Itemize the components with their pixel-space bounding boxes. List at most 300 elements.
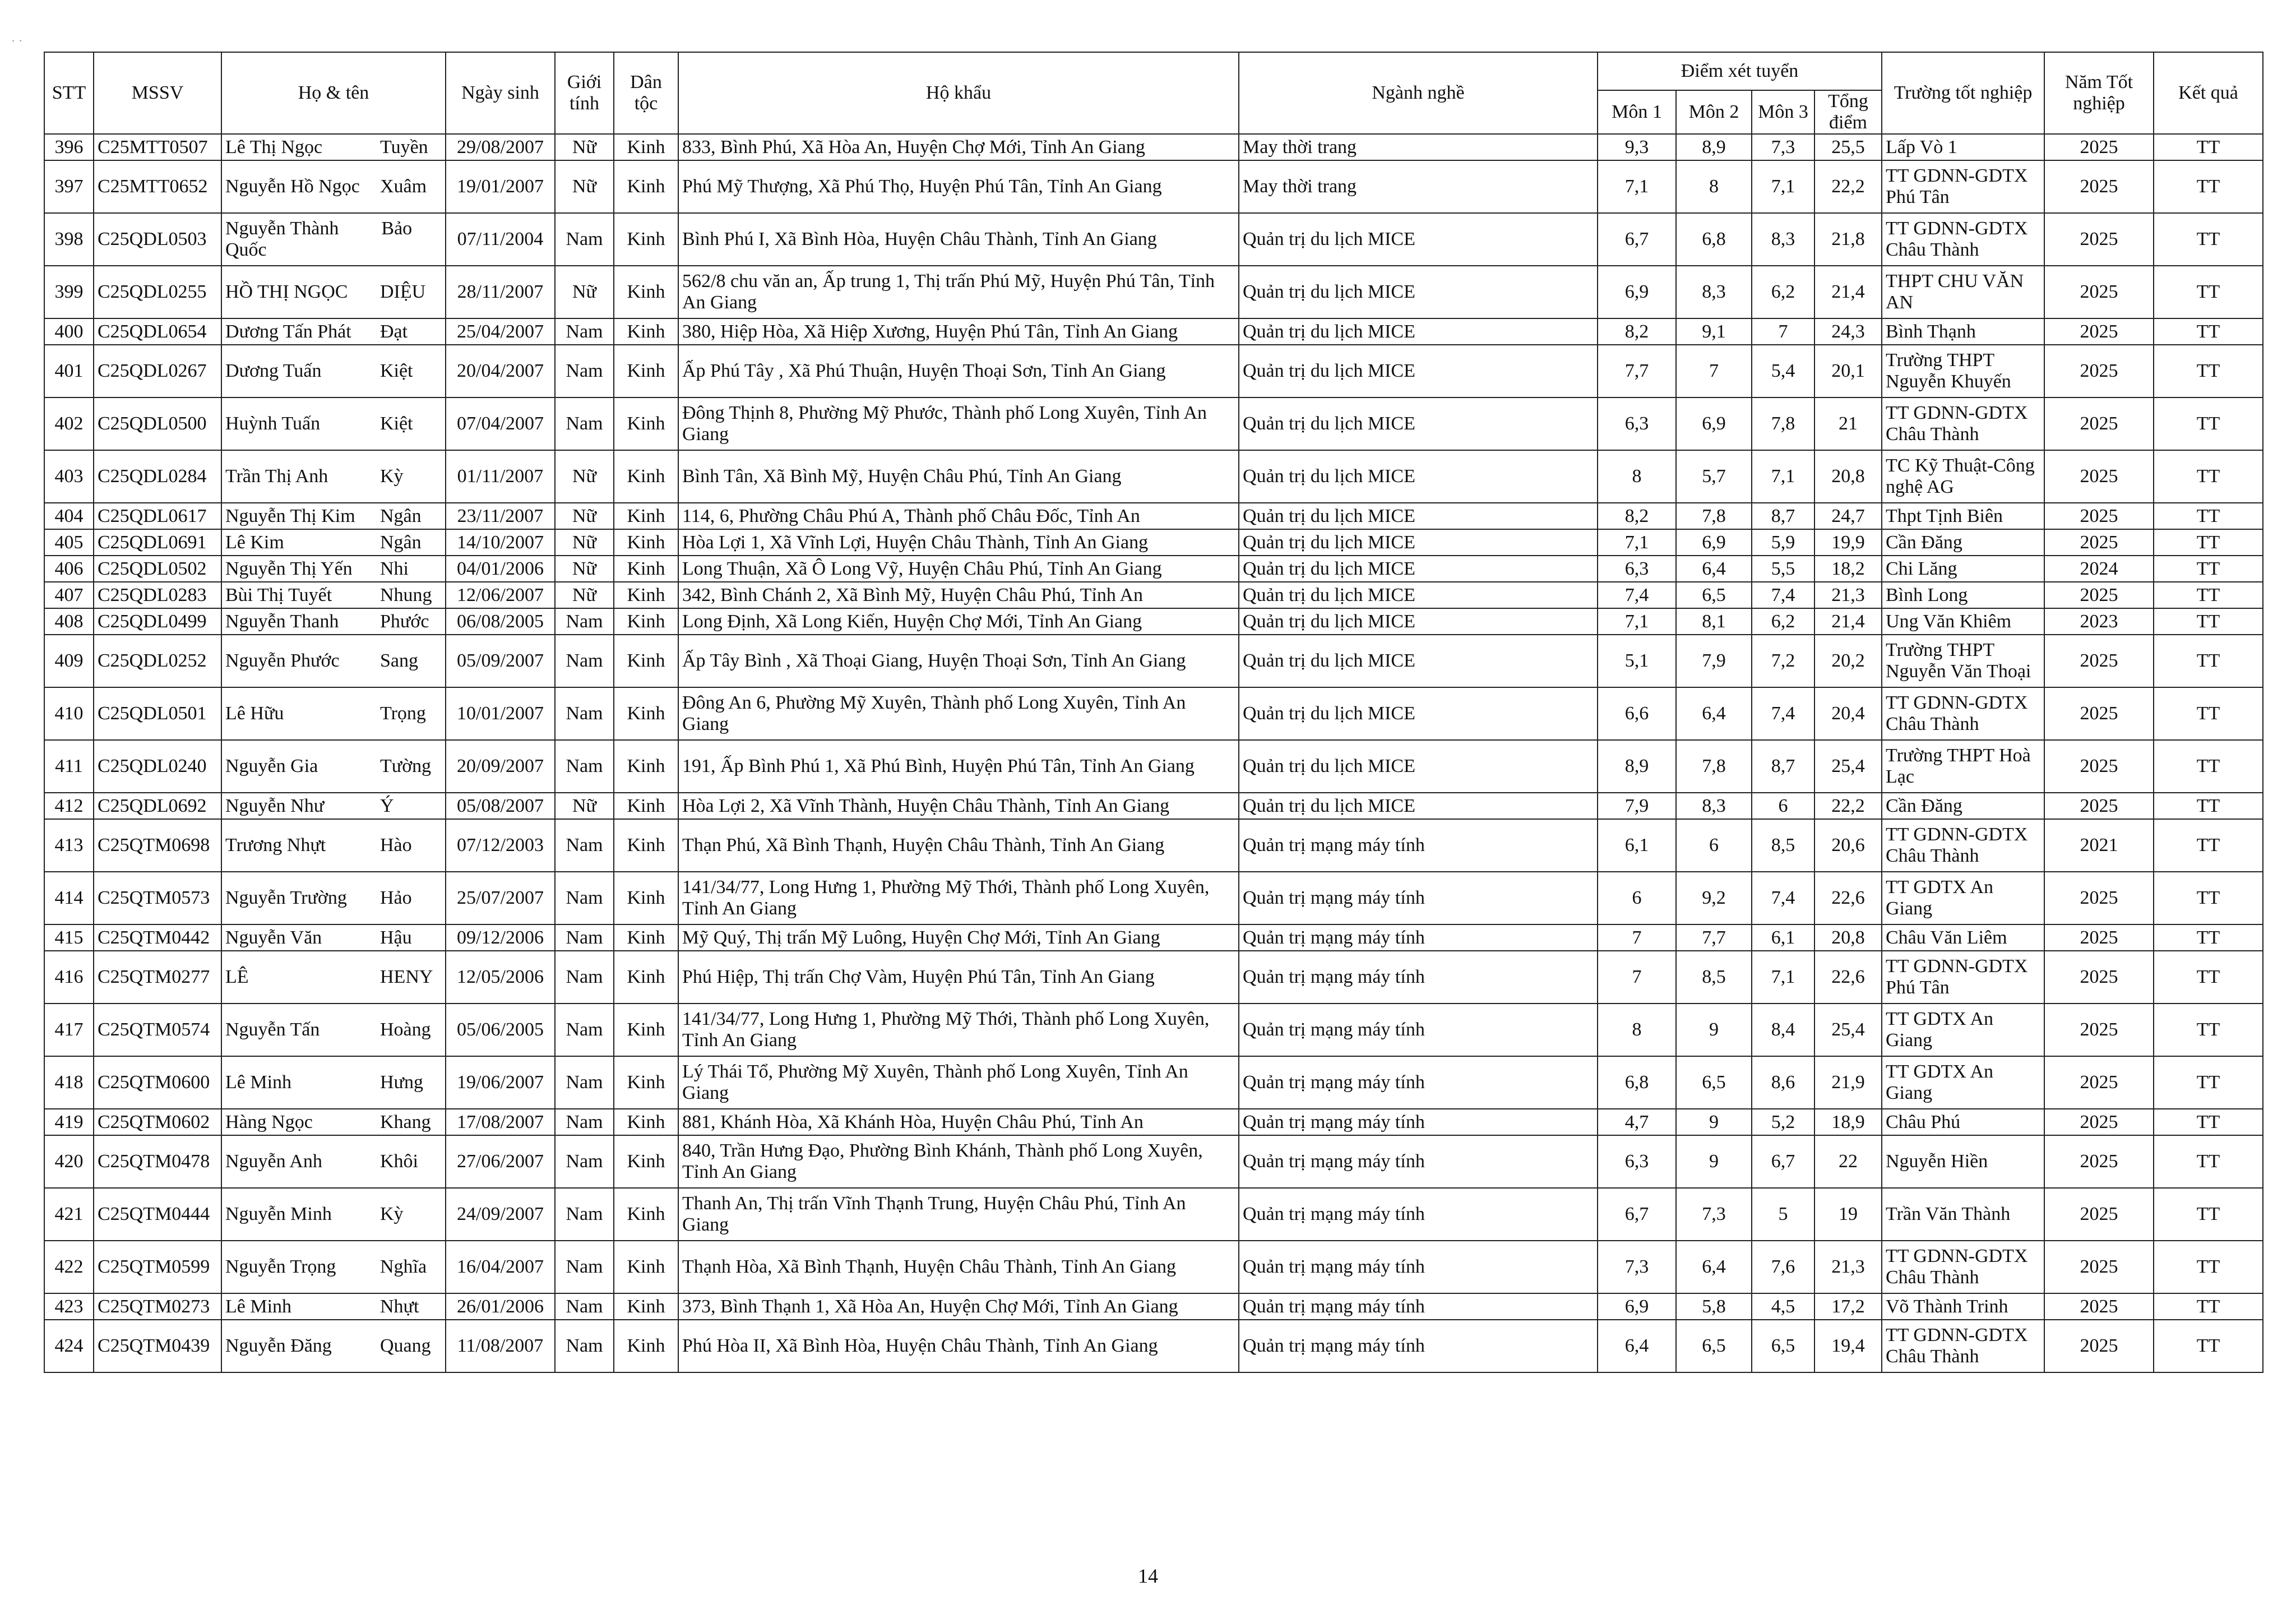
given-name-text: Kiệt [380,360,413,382]
mssv-cell: C25QTM0574 [94,1004,221,1056]
score-mon1-cell: 6,9 [1598,266,1676,318]
given-name-text: Kỳ [380,1204,404,1225]
total-score-cell: 21,3 [1814,1241,1882,1293]
table-row [44,345,2263,397]
score-mon1-cell: 7,4 [1598,582,1676,608]
major-cell: Quản trị du lịch MICE [1239,503,1598,529]
stt-cell: 421 [44,1188,94,1241]
result-cell: TT [2154,266,2263,318]
mssv-cell: C25QDL0283 [94,582,221,608]
mssv-cell: C25QTM0439 [94,1320,221,1372]
total-score-cell: 20,6 [1814,819,1882,872]
grad-year-cell: 2025 [2044,1293,2154,1320]
score-mon2-cell: 6,4 [1676,1241,1752,1293]
score-mon3-cell: 6,2 [1752,608,1814,635]
major-cell: Quản trị du lịch MICE [1239,556,1598,582]
score-mon3-cell: 7,4 [1752,582,1814,608]
result-cell: TT [2154,1320,2263,1372]
grad-year-cell: 2023 [2044,608,2154,635]
address-cell: 833, Bình Phú, Xã Hòa An, Huyện Chợ Mới, Tỉnh An Giang [678,134,1239,160]
score-mon3-cell: 8,4 [1752,1004,1814,1056]
school-cell: Trường THPT Hoà Lạc [1882,740,2044,793]
score-mon3-cell: 7 [1752,318,1814,345]
name-cell [221,134,446,160]
name-cell [221,1109,446,1135]
given-name-text: Tuyền [380,136,428,158]
major-cell: Quản trị mạng máy tính [1239,872,1598,924]
score-mon3-cell: 7,4 [1752,872,1814,924]
grad-year-cell: 2024 [2044,556,2154,582]
table-row [44,529,2263,556]
table-row [44,1320,2263,1372]
birthdate-cell: 04/01/2006 [446,556,555,582]
school-cell: Châu Văn Liêm [1882,924,2044,951]
ethnicity-cell: Kinh [614,582,678,608]
school-cell: Cần Đăng [1882,793,2044,819]
ethnicity-cell: Kinh [614,266,678,318]
table-row [44,1135,2263,1188]
major-cell: Quản trị mạng máy tính [1239,1056,1598,1109]
score-mon3-cell: 5 [1752,1188,1814,1241]
score-mon2-cell: 9 [1676,1004,1752,1056]
ethnicity-cell: Kinh [614,872,678,924]
surname-text: Hàng Ngọc [225,1111,313,1132]
name-cell [221,1056,446,1109]
result-cell: TT [2154,1293,2263,1320]
major-cell: May thời trang [1239,134,1598,160]
table-row [44,160,2263,213]
score-mon1-cell: 7,7 [1598,345,1676,397]
result-cell: TT [2154,582,2263,608]
surname-text: Lê Hữu [225,703,284,724]
gender-cell: Nam [555,1004,614,1056]
grad-year-cell: 2025 [2044,450,2154,503]
score-mon3-cell: 7,1 [1752,450,1814,503]
school-cell: TT GDNN-GDTX Phú Tân [1882,160,2044,213]
birthdate-cell: 10/01/2007 [446,687,555,740]
major-cell: Quản trị du lịch MICE [1239,687,1598,740]
given-name-text: Hào [380,835,412,856]
total-score-cell: 19,9 [1814,529,1882,556]
score-mon1-cell: 6,4 [1598,1320,1676,1372]
major-cell: Quản trị du lịch MICE [1239,450,1598,503]
school-cell: Ung Văn Khiêm [1882,608,2044,635]
score-mon3-cell: 6 [1752,793,1814,819]
grad-year-cell: 2025 [2044,1188,2154,1241]
name-cell [221,345,446,397]
surname-text: Nguyễn Thị Yến [225,558,353,579]
school-cell: TT GDNN-GDTX Châu Thành [1882,1320,2044,1372]
result-cell: TT [2154,318,2263,345]
stt-cell: 415 [44,924,94,951]
score-mon2-cell: 9,1 [1676,318,1752,345]
stt-cell: 397 [44,160,94,213]
school-cell: Thpt Tịnh Biên [1882,503,2044,529]
grad-year-cell: 2025 [2044,635,2154,687]
result-cell: TT [2154,160,2263,213]
school-cell: Cần Đăng [1882,529,2044,556]
major-cell: Quản trị du lịch MICE [1239,397,1598,450]
name-cell [221,1188,446,1241]
ethnicity-cell: Kinh [614,1293,678,1320]
surname-text: Dương Tấn Phát [225,321,351,342]
score-mon2-cell: 6,9 [1676,397,1752,450]
name-cell [221,450,446,503]
school-cell: Nguyễn Hiền [1882,1135,2044,1188]
address-cell: Long Định, Xã Long Kiến, Huyện Chợ Mới, Tỉnh An Giang [678,608,1239,635]
total-score-cell: 22,6 [1814,872,1882,924]
given-name-text: Khôi [380,1151,418,1172]
score-mon2-cell: 6,8 [1676,213,1752,266]
surname-text: Bùi Thị Tuyết [225,584,332,605]
total-score-cell: 20,1 [1814,345,1882,397]
given-name-text: Khang [380,1111,431,1132]
surname-text: Nguyễn Đăng [225,1335,332,1357]
result-cell: TT [2154,1135,2263,1188]
total-score-cell: 20,8 [1814,450,1882,503]
score-mon1-cell: 6,7 [1598,213,1676,266]
given-name-text: Nhi [380,558,409,579]
total-score-cell: 19,4 [1814,1320,1882,1372]
major-cell: Quản trị du lịch MICE [1239,740,1598,793]
address-cell: Thạnh Hòa, Xã Bình Thạnh, Huyện Châu Thành, Tỉnh An Giang [678,1241,1239,1293]
major-cell: Quản trị du lịch MICE [1239,635,1598,687]
score-mon2-cell: 6,5 [1676,1056,1752,1109]
stt-cell: 412 [44,793,94,819]
address-cell: 141/34/77, Long Hưng 1, Phường Mỹ Thới, Thành phố Long Xuyên, Tỉnh An Giang [678,1004,1239,1056]
surname-text: Nguyễn Văn [225,927,322,948]
ethnicity-cell: Kinh [614,450,678,503]
school-cell: TT GDNN-GDTX Châu Thành [1882,819,2044,872]
result-cell: TT [2154,503,2263,529]
grad-year-cell: 2021 [2044,819,2154,872]
mssv-cell: C25QDL0654 [94,318,221,345]
surname-text: Trương Nhựt [225,835,326,856]
gender-cell: Nam [555,687,614,740]
score-mon2-cell: 6,4 [1676,687,1752,740]
mssv-cell: C25QTM0277 [94,951,221,1004]
score-mon3-cell: 7,4 [1752,687,1814,740]
score-mon2-cell: 9 [1676,1135,1752,1188]
total-score-cell: 25,5 [1814,134,1882,160]
surname-text: LÊ [225,967,249,988]
school-cell: Bình Long [1882,582,2044,608]
stt-cell: 417 [44,1004,94,1056]
result-cell: TT [2154,1004,2263,1056]
total-score-cell: 22,6 [1814,951,1882,1004]
score-mon2-cell: 7,3 [1676,1188,1752,1241]
gender-cell: Nam [555,924,614,951]
admission-results-table-container [44,52,2263,1373]
surname-text: Lê Minh [225,1296,292,1317]
score-mon1-cell: 7,9 [1598,793,1676,819]
address-cell: Bình Tân, Xã Bình Mỹ, Huyện Châu Phú, Tỉnh An Giang [678,450,1239,503]
stt-cell: 403 [44,450,94,503]
address-cell: Hòa Lợi 1, Xã Vĩnh Lợi, Huyện Châu Thành, Tỉnh An Giang [678,529,1239,556]
score-mon1-cell: 6,3 [1598,397,1676,450]
header-gioi-tinh: Giới tính [555,52,614,134]
ethnicity-cell: Kinh [614,529,678,556]
school-cell: Trần Văn Thành [1882,1188,2044,1241]
gender-cell: Nam [555,345,614,397]
birthdate-cell: 12/06/2007 [446,582,555,608]
ethnicity-cell: Kinh [614,635,678,687]
birthdate-cell: 20/04/2007 [446,345,555,397]
table-row [44,819,2263,872]
major-cell: Quản trị du lịch MICE [1239,582,1598,608]
surname-text: Nguyễn Hồ Ngọc [225,176,360,197]
grad-year-cell: 2025 [2044,872,2154,924]
table-body [44,134,2263,1372]
score-mon1-cell: 8,9 [1598,740,1676,793]
surname-text: Lê Thị Ngọc [225,136,323,158]
stt-cell: 419 [44,1109,94,1135]
mssv-cell: C25QTM0698 [94,819,221,872]
major-cell: Quản trị mạng máy tính [1239,924,1598,951]
mssv-cell: C25QDL0267 [94,345,221,397]
grad-year-cell: 2025 [2044,687,2154,740]
given-name-text: Phước [380,611,429,632]
school-cell: Trường THPT Nguyễn Văn Thoại [1882,635,2044,687]
school-cell: TT GDTX An Giang [1882,872,2044,924]
name-cell [221,266,446,318]
name-cell [221,529,446,556]
total-score-cell: 18,9 [1814,1109,1882,1135]
result-cell: TT [2154,450,2263,503]
table-row [44,582,2263,608]
stt-cell: 414 [44,872,94,924]
grad-year-cell: 2025 [2044,951,2154,1004]
header-ngay-sinh: Ngày sinh [446,52,555,134]
score-mon3-cell: 8,7 [1752,740,1814,793]
gender-cell: Nam [555,608,614,635]
result-cell: TT [2154,951,2263,1004]
result-cell: TT [2154,134,2263,160]
page-number: 14 [1138,1565,1158,1587]
table-row [44,872,2263,924]
score-mon1-cell: 8 [1598,1004,1676,1056]
address-cell: Phú Mỹ Thượng, Xã Phú Thọ, Huyện Phú Tân, Tỉnh An Giang [678,160,1239,213]
gender-cell: Nữ [555,556,614,582]
total-score-cell: 22 [1814,1135,1882,1188]
ethnicity-cell: Kinh [614,740,678,793]
given-name-text: Xuâm [380,176,427,197]
surname-text: Nguyễn Trọng [225,1256,336,1278]
address-cell: Thanh An, Thị trấn Vĩnh Thạnh Trung, Huyện Châu Phú, Tỉnh An Giang [678,1188,1239,1241]
school-cell: Chi Lăng [1882,556,2044,582]
major-cell: Quản trị du lịch MICE [1239,266,1598,318]
school-cell: TT GDNN-GDTX Phú Tân [1882,951,2044,1004]
birthdate-cell: 11/08/2007 [446,1320,555,1372]
score-mon2-cell: 6,4 [1676,556,1752,582]
ethnicity-cell: Kinh [614,213,678,266]
score-mon1-cell: 7,3 [1598,1241,1676,1293]
total-score-cell: 19 [1814,1188,1882,1241]
address-cell: 881, Khánh Hòa, Xã Khánh Hòa, Huyện Châu Phú, Tỉnh An [678,1109,1239,1135]
score-mon2-cell: 7,8 [1676,503,1752,529]
name-cell [221,213,446,266]
major-cell: Quản trị du lịch MICE [1239,213,1598,266]
result-cell: TT [2154,1241,2263,1293]
table-row [44,1056,2263,1109]
result-cell: TT [2154,213,2263,266]
header-mon-3: Môn 3 [1752,90,1814,134]
name-cell [221,397,446,450]
mssv-cell: C25QTM0573 [94,872,221,924]
score-mon2-cell: 7,9 [1676,635,1752,687]
stt-cell: 410 [44,687,94,740]
name-cell [221,1241,446,1293]
table-row [44,503,2263,529]
table-row [44,740,2263,793]
total-score-cell: 21,9 [1814,1056,1882,1109]
score-mon3-cell: 6,2 [1752,266,1814,318]
address-cell: Hòa Lợi 2, Xã Vĩnh Thành, Huyện Châu Thành, Tỉnh An Giang [678,793,1239,819]
table-row [44,924,2263,951]
name-cell [221,160,446,213]
given-name-text: Hậu [380,927,412,948]
grad-year-cell: 2025 [2044,134,2154,160]
result-cell: TT [2154,1109,2263,1135]
major-cell: Quản trị mạng máy tính [1239,1109,1598,1135]
stt-cell: 424 [44,1320,94,1372]
birthdate-cell: 05/06/2005 [446,1004,555,1056]
grad-year-cell: 2025 [2044,1241,2154,1293]
score-mon1-cell: 9,3 [1598,134,1676,160]
score-mon2-cell: 5,8 [1676,1293,1752,1320]
header-tong-diem: Tổng điểm [1814,90,1882,134]
mssv-cell: C25QDL0692 [94,793,221,819]
mssv-cell: C25QTM0478 [94,1135,221,1188]
table-row [44,397,2263,450]
score-mon2-cell: 7,7 [1676,924,1752,951]
major-cell: May thời trang [1239,160,1598,213]
address-cell: 373, Bình Thạnh 1, Xã Hòa An, Huyện Chợ Mới, Tỉnh An Giang [678,1293,1239,1320]
given-name-text: Tường [380,756,432,777]
name-cell [221,924,446,951]
score-mon2-cell: 9,2 [1676,872,1752,924]
score-mon3-cell: 7,1 [1752,951,1814,1004]
table-row [44,1188,2263,1241]
gender-cell: Nam [555,1188,614,1241]
ethnicity-cell: Kinh [614,318,678,345]
score-mon3-cell: 8,3 [1752,213,1814,266]
birthdate-cell: 12/05/2006 [446,951,555,1004]
ethnicity-cell: Kinh [614,556,678,582]
given-name-text: Hoàng [380,1019,431,1041]
stt-cell: 413 [44,819,94,872]
gender-cell: Nữ [555,793,614,819]
score-mon3-cell: 6,1 [1752,924,1814,951]
birthdate-cell: 06/08/2005 [446,608,555,635]
major-cell: Quản trị du lịch MICE [1239,345,1598,397]
address-cell: Đông An 6, Phường Mỹ Xuyên, Thành phố Long Xuyên, Tỉnh An Giang [678,687,1239,740]
grad-year-cell: 2025 [2044,266,2154,318]
mssv-cell: C25QTM0602 [94,1109,221,1135]
stt-cell: 406 [44,556,94,582]
score-mon1-cell: 6,8 [1598,1056,1676,1109]
school-cell: Võ Thành Trinh [1882,1293,2044,1320]
mssv-cell: C25QDL0255 [94,266,221,318]
birthdate-cell: 17/08/2007 [446,1109,555,1135]
table-header [44,52,2263,134]
score-mon2-cell: 6,5 [1676,1320,1752,1372]
score-mon3-cell: 8,6 [1752,1056,1814,1109]
ethnicity-cell: Kinh [614,951,678,1004]
school-cell: TT GDTX An Giang [1882,1004,2044,1056]
stt-cell: 416 [44,951,94,1004]
total-score-cell: 21,4 [1814,266,1882,318]
gender-cell: Nam [555,1320,614,1372]
surname-text: Nguyễn Trường [225,887,347,909]
score-mon1-cell: 7,1 [1598,529,1676,556]
given-name-text: Quang [380,1335,431,1357]
score-mon2-cell: 7,8 [1676,740,1752,793]
score-mon3-cell: 4,5 [1752,1293,1814,1320]
gender-cell: Nam [555,213,614,266]
scan-artifact: · · [11,34,23,48]
total-score-cell: 21 [1814,397,1882,450]
name-cell [221,556,446,582]
score-mon2-cell: 8 [1676,160,1752,213]
birthdate-cell: 23/11/2007 [446,503,555,529]
ethnicity-cell: Kinh [614,160,678,213]
result-cell: TT [2154,529,2263,556]
major-cell: Quản trị mạng máy tính [1239,1320,1598,1372]
name-cell [221,608,446,635]
table-row [44,556,2263,582]
ethnicity-cell: Kinh [614,345,678,397]
school-cell: THPT CHU VĂN AN [1882,266,2044,318]
grad-year-cell: 2025 [2044,529,2154,556]
table-row [44,635,2263,687]
name-cell [221,872,446,924]
stt-cell: 418 [44,1056,94,1109]
score-mon1-cell: 8 [1598,450,1676,503]
ethnicity-cell: Kinh [614,687,678,740]
total-score-cell: 20,2 [1814,635,1882,687]
address-cell: Ấp Tây Bình , Xã Thoại Giang, Huyện Thoại Sơn, Tỉnh An Giang [678,635,1239,687]
major-cell: Quản trị mạng máy tính [1239,819,1598,872]
total-score-cell: 24,3 [1814,318,1882,345]
mssv-cell: C25QTM0599 [94,1241,221,1293]
score-mon3-cell: 5,9 [1752,529,1814,556]
ethnicity-cell: Kinh [614,1188,678,1241]
address-cell: Ấp Phú Tây , Xã Phú Thuận, Huyện Thoại Sơn, Tỉnh An Giang [678,345,1239,397]
ethnicity-cell: Kinh [614,134,678,160]
major-cell: Quản trị du lịch MICE [1239,318,1598,345]
stt-cell: 422 [44,1241,94,1293]
ethnicity-cell: Kinh [614,1004,678,1056]
given-name-text: DIỆU [380,281,426,303]
ethnicity-cell: Kinh [614,1109,678,1135]
header-nam-tot-nghiep: Năm Tốt nghiệp [2044,52,2154,134]
grad-year-cell: 2025 [2044,740,2154,793]
total-score-cell: 21,8 [1814,213,1882,266]
score-mon3-cell: 8,5 [1752,819,1814,872]
given-name-text: Hảo [380,887,412,909]
birthdate-cell: 25/07/2007 [446,872,555,924]
grad-year-cell: 2025 [2044,1056,2154,1109]
gender-cell: Nữ [555,134,614,160]
gender-cell: Nữ [555,582,614,608]
school-cell: Bình Thạnh [1882,318,2044,345]
total-score-cell: 21,4 [1814,608,1882,635]
mssv-cell: C25MTT0507 [94,134,221,160]
given-name-text: Đạt [380,321,408,342]
given-name-text: Trọng [380,703,426,724]
address-cell: Lý Thái Tổ, Phường Mỹ Xuyên, Thành phố Long Xuyên, Tỉnh An Giang [678,1056,1239,1109]
